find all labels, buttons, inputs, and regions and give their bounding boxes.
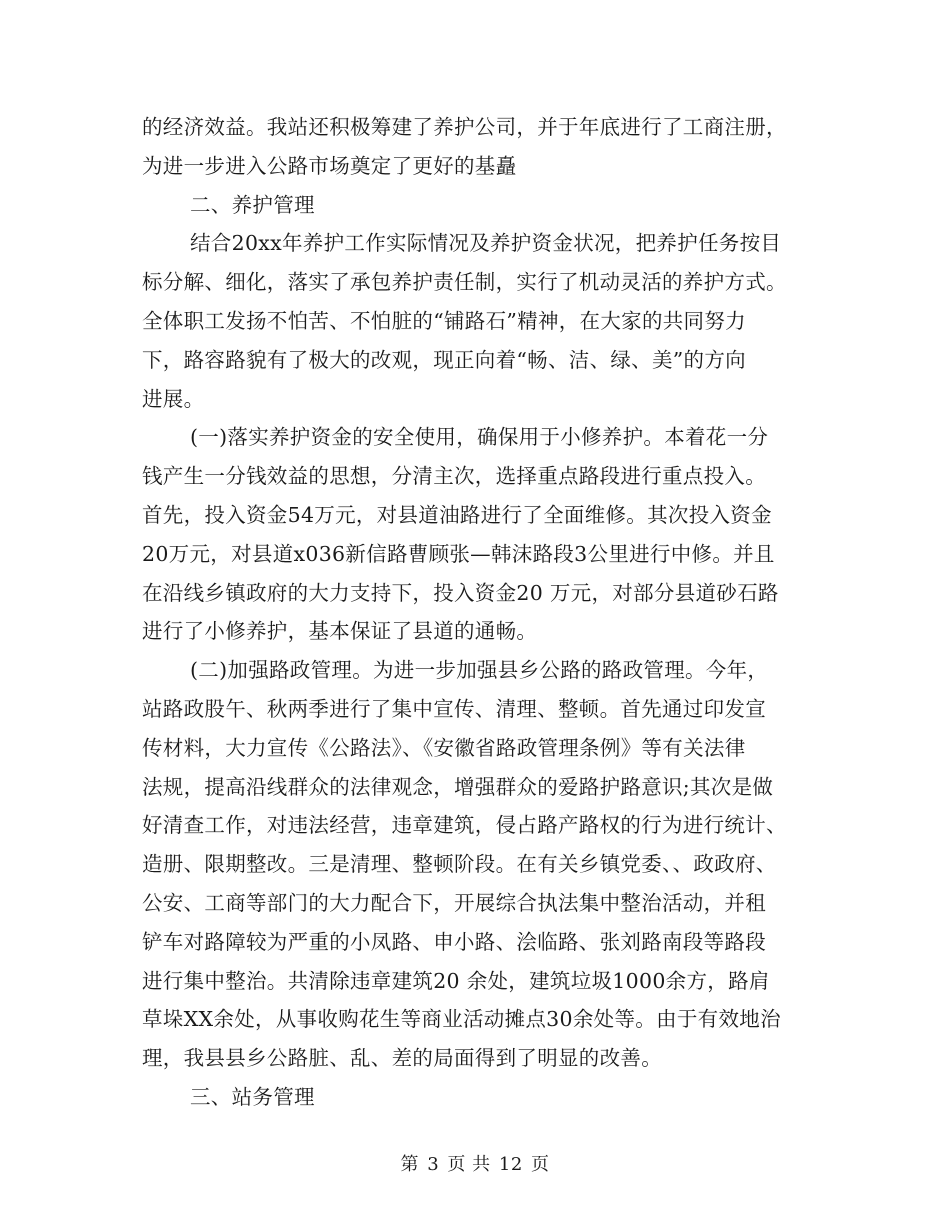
text-line: 20万元，对县道x036新信路曹顾张—韩沫路段3公里进行中修。并且: [142, 541, 775, 566]
text-line: 结合20xx年养护工作实际情况及养护资金状况，把养护任务按目: [190, 231, 782, 256]
text-line: 进行集中整治。共清除违章建筑20 余处，建筑垃圾1000余方，路肩: [142, 968, 770, 993]
text-line: 标分解、细化，落实了承包养护责任制，实行了机动灵活的养护方式。: [142, 270, 787, 295]
text-line: 下，路容路貌有了极大的改观，现正向着“畅、洁、绿、美”的方向: [142, 347, 746, 372]
text-line: 进展。: [142, 386, 205, 411]
text-line: 钱产生一分钱效益的思想，分清主次，选择重点路段进行重点投入。: [142, 464, 766, 489]
text-line: (一)落实养护资金的安全使用，确保用于小修养护。本着花一分: [190, 425, 769, 450]
text-line: 站路政股午、秋两季进行了集中宣传、清理、整顿。首先通过印发宣: [142, 696, 766, 721]
text-line: 造册、限期整改。三是清理、整顿阶段。在有关乡镇党委、、政政府、: [142, 852, 777, 877]
text-line: 好清查工作，对违法经营，违章建筑，侵占路产路权的行为进行统计、: [142, 813, 787, 838]
text-line: 理，我县县乡公路脏、乱、差的局面得到了明显的改善。: [142, 1046, 662, 1071]
section-heading: 三、站务管理: [190, 1084, 315, 1109]
text-line: 为进一步进入公路市场奠定了更好的基矗: [142, 153, 517, 178]
footer-mid: 页 共: [447, 1154, 491, 1175]
page-footer: [0, 1153, 950, 1177]
text-line: 铲车对路障较为严重的小凤路、申小路、浍临路、张刘路南段等路段: [142, 929, 766, 954]
text-line: 的经济效益。我站还积极筹建了养护公司，并于年底进行了工商注册，: [142, 115, 787, 139]
section-heading: 二、养护管理: [190, 192, 315, 217]
footer-page-number: 3: [427, 1154, 440, 1175]
footer-suffix: 页: [531, 1154, 550, 1175]
text-line: 草垛XX余处，从事收购花生等商业活动摊点30余处等。由于有效地治: [142, 1007, 781, 1032]
text-line: 在沿线乡镇政府的大力支持下，投入资金20 万元，对部分县道砂石路: [142, 580, 779, 605]
footer-total-pages: 12: [498, 1154, 523, 1175]
text-line: 公安、工商等部门的大力配合下，开展综合执法集中整治活动，并租: [142, 890, 766, 915]
document-body: [142, 108, 812, 1117]
text-line: (二)加强路政管理。为进一步加强县乡公路的路政管理。今年，: [190, 658, 769, 683]
text-line: 法规，提高沿线群众的法律观念，增强群众的爱路护路意识;其次是做: [142, 774, 774, 799]
text-line: 全体职工发扬不怕苦、不怕脏的“铺路石”精神，在大家的共同努力: [142, 308, 746, 333]
text-line: 进行了小修养护，基本保证了县道的通畅。: [142, 619, 538, 644]
text-line: 首先，投入资金54万元，对县道油路进行了全面维修。其次投入资金: [142, 502, 772, 527]
text-line: 传材料，大力宣传《公路法》、《安徽省路政管理条例》等有关法律: [142, 735, 746, 760]
footer-prefix: 第: [400, 1154, 419, 1175]
